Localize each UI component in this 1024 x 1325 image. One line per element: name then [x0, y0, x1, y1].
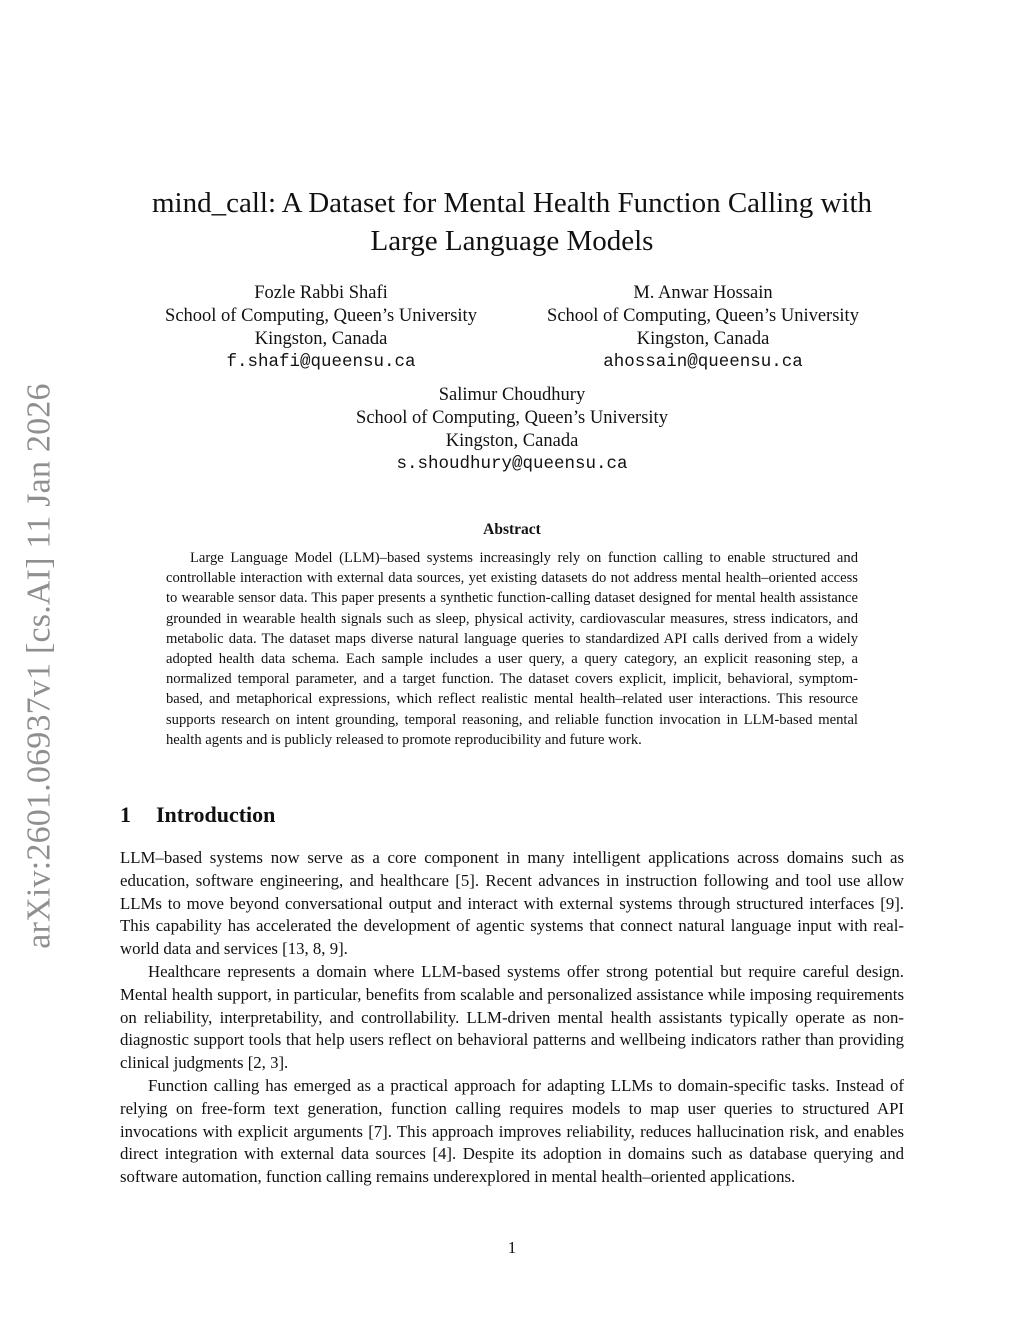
section-number: 1	[120, 802, 131, 827]
author-name: M. Anwar Hossain	[633, 283, 773, 303]
body-paragraph: Function calling has emerged as a practical approach for adapting LLMs to domain-specific tasks. Instead of relying on free-form text generation, function calling requires models to map user queries to structured API invocations with explicit arguments [7]. This approach improves reliability, reduces hallucination risk, and enables direct integration with external data sources [4]. Despite its adoption in domains such as database querying and software automation, function calling remains underexplored in mental health–oriented applications.	[120, 1075, 904, 1187]
arxiv-identifier-text: arXiv:2601.06937v1 [cs.AI] 11 Jan 2026	[21, 383, 58, 949]
body-paragraph: Healthcare represents a domain where LLM-based systems offer strong potential but require careful design. Mental health support, in particular, benefits from scalable and personalized assistance while imposing requirements on reliability, interpretability, and controllability. LLM-driven mental health assistants typically operate as non-diagnostic support tools that help users reflect on behavioral patterns and wellbeing indicators rather than providing clinical judgments [2, 3].	[120, 961, 904, 1073]
author-affiliation: School of Computing, Queen’s University	[547, 306, 859, 326]
paper-title-line-1: mind_call: A Dataset for Mental Health Function Calling with	[151, 187, 873, 219]
author-name: Salimur Choudhury	[438, 385, 586, 405]
author-block-1	[146, 282, 496, 374]
page-number: 1	[507, 1238, 517, 1257]
introduction-body	[120, 847, 904, 1189]
abstract-heading: Abstract	[483, 521, 541, 538]
author-block-3	[337, 384, 687, 476]
author-name: Fozle Rabbi Shafi	[254, 283, 388, 303]
section-title: Introduction	[156, 802, 276, 827]
paper-title	[120, 184, 904, 260]
author-location: Kingston, Canada	[636, 329, 770, 349]
paper-title-line-2: Large Language Models	[370, 225, 654, 257]
author-block-2	[528, 282, 878, 374]
author-email: ahossain@queensu.ca	[603, 352, 803, 372]
arxiv-identifier-stamp	[5, 380, 75, 952]
author-email: s.shoudhury@queensu.ca	[396, 454, 628, 474]
author-location: Kingston, Canada	[445, 431, 579, 451]
section-heading	[120, 800, 275, 830]
author-affiliation: School of Computing, Queen’s University	[356, 408, 668, 428]
body-paragraph: LLM–based systems now serve as a core component in many intelligent applications across domains such as education, software engineering, and healthcare [5]. Recent advances in instruction following and tool use allow LLMs to move beyond conversational output and interact with external systems through structured interfaces [9]. This capability has accelerated the development of agentic systems that connect natural language input with real-world data and services [13, 8, 9].	[120, 848, 904, 959]
author-affiliation: School of Computing, Queen’s University	[165, 306, 477, 326]
author-email: f.shafi@queensu.ca	[226, 352, 416, 372]
abstract-text: Large Language Model (LLM)–based systems increasingly rely on function calling to enable structured and controllable interaction with external data sources, yet existing datasets do not address mental health–oriented access to wearable sensor data. This paper presents a synthetic function-calling dataset designed for mental health assistance grounded in wearable health signals such as sleep, physical activity, cardiovascular measures, stress indicators, and metabolic data. The dataset maps diverse natural language queries to standardized API calls derived from a widely adopted health data schema. Each sample includes a user query, a query category, an explicit reasoning step, a normalized temporal parameter, and a target function. The dataset covers explicit, implicit, behavioral, symptom-based, and metaphorical expressions, which reflect realistic mental health–related user interactions. This resource supports research on intent grounding, temporal reasoning, and reliable function invocation in LLM-based mental health agents and is publicly released to promote reproducibility and future work.	[166, 550, 858, 748]
author-location: Kingston, Canada	[254, 329, 388, 349]
